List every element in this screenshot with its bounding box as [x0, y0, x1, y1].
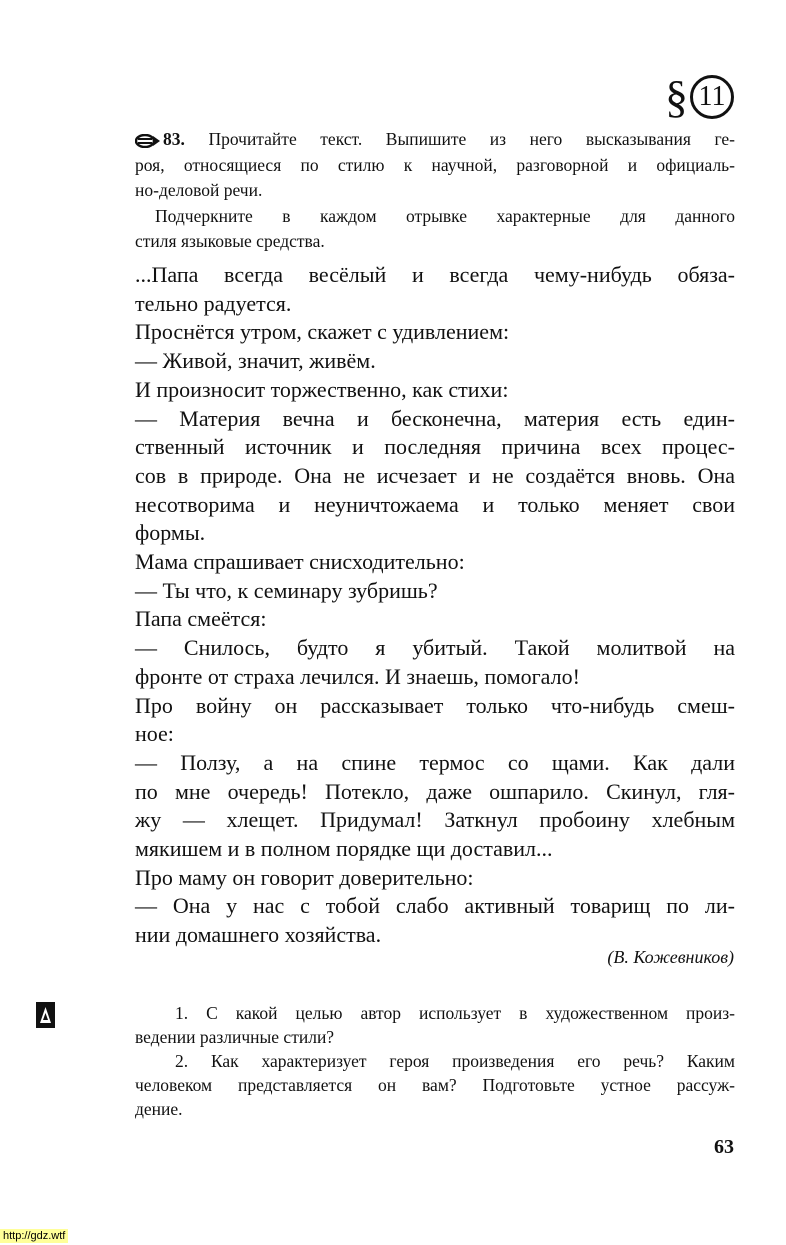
questions-block: [135, 1001, 735, 1121]
section-marker: [665, 72, 734, 122]
text-line: сов в природе. Она не исчезает и не создаётся вновь. Она: [135, 462, 735, 488]
text-line: 2. Как характеризует героя произведения его речь? Каким: [175, 1051, 735, 1071]
text-line: — Живой, значит, живём.: [135, 348, 376, 374]
paragraph: [135, 204, 735, 255]
paragraph: [135, 605, 735, 634]
text-line: 1. С какой целью автор использует в художественном произ-: [175, 1003, 735, 1023]
text-line: жу — хлещет. Придумал! Заткнул пробоину хлебным: [135, 807, 735, 833]
paragraph: [135, 347, 735, 376]
text-line: человеком представляется он вам? Подготовьте устное рассуж-: [135, 1075, 735, 1095]
text-line: [135, 127, 735, 153]
line-text: Прочитайте текст. Выпишите из него высказывания ге-: [208, 129, 736, 149]
section-number: 11: [690, 75, 734, 119]
write-exercise-icon: [135, 134, 161, 148]
paragraph: [135, 577, 735, 606]
paragraph: [135, 892, 735, 949]
text-line: по мне очередь! Потекло, даже ошпарило. Скинул, гля-: [135, 778, 735, 804]
paragraph: [135, 548, 735, 577]
watermark-link[interactable]: http://gdz.wtf: [0, 1229, 68, 1243]
paragraph: [135, 376, 735, 405]
text-line: формы.: [135, 520, 206, 546]
literary-text: [135, 261, 735, 950]
text-line: И произносит торжественно, как стихи:: [135, 376, 509, 402]
section-symbol: §: [665, 71, 688, 122]
paragraph: [135, 634, 735, 691]
paragraph: [135, 127, 735, 204]
text-line: тельно радуется.: [135, 290, 292, 316]
page-number: 63: [714, 1136, 734, 1158]
text-line: стиля языковые средства.: [135, 231, 325, 251]
paragraph: [135, 318, 735, 347]
question-block-icon: [36, 1002, 55, 1028]
text-line: ное:: [135, 721, 174, 747]
paragraph: [135, 1049, 735, 1121]
text-line: роя, относящиеся по стилю к научной, разговорной и официаль-: [135, 154, 735, 175]
text-line: нии домашнего хозяйства.: [135, 922, 382, 948]
text-line: — Материя вечна и бесконечна, материя есть един-: [135, 405, 735, 431]
text-line: несотворима и неуничтожаема и только меняет свои: [135, 491, 735, 517]
paragraph: [135, 1001, 735, 1049]
text-line: но-деловой речи.: [135, 180, 263, 200]
exercise-number: 83.: [163, 129, 185, 149]
text-line: ственный источник и последняя причина всех процес-: [135, 434, 735, 460]
text-line: Про войну он рассказывает только что-нибудь смеш-: [135, 692, 735, 718]
text-line: Про маму он говорит доверительно:: [135, 864, 474, 890]
text-line: ...Папа всегда весёлый и всегда чему-нибудь обяза-: [135, 262, 735, 287]
paragraph: [135, 864, 735, 893]
paragraph: [135, 692, 735, 749]
text-attribution: (В. Кожевников): [607, 947, 734, 967]
paragraph: [135, 261, 735, 318]
text-line: — Ползу, а на спине термос со щами. Как дали: [135, 749, 735, 775]
text-line: Папа смеётся:: [135, 606, 267, 632]
text-line: — Она у нас с тобой слабо активный товарищ по ли-: [135, 893, 735, 919]
text-line: Мама спрашивает снисходительно:: [135, 549, 465, 575]
text-line: дение.: [135, 1099, 183, 1119]
paragraph: [135, 749, 735, 864]
text-line: ведении различные стили?: [135, 1027, 335, 1047]
paragraph: [135, 405, 735, 549]
text-line: — Ты что, к семинару зубришь?: [135, 577, 438, 603]
text-line: фронте от страха лечился. И знаешь, помогало!: [135, 663, 580, 689]
text-line: — Снилось, будто я убитый. Такой молитвой на: [135, 635, 735, 661]
text-line: Проснётся утром, скажет с удивлением:: [135, 319, 510, 345]
text-line: Подчеркните в каждом отрывке характерные для данного: [155, 205, 735, 226]
exercise-task: [135, 127, 735, 255]
text-line: мякишем и в полном порядке щи доставил...: [135, 836, 553, 862]
